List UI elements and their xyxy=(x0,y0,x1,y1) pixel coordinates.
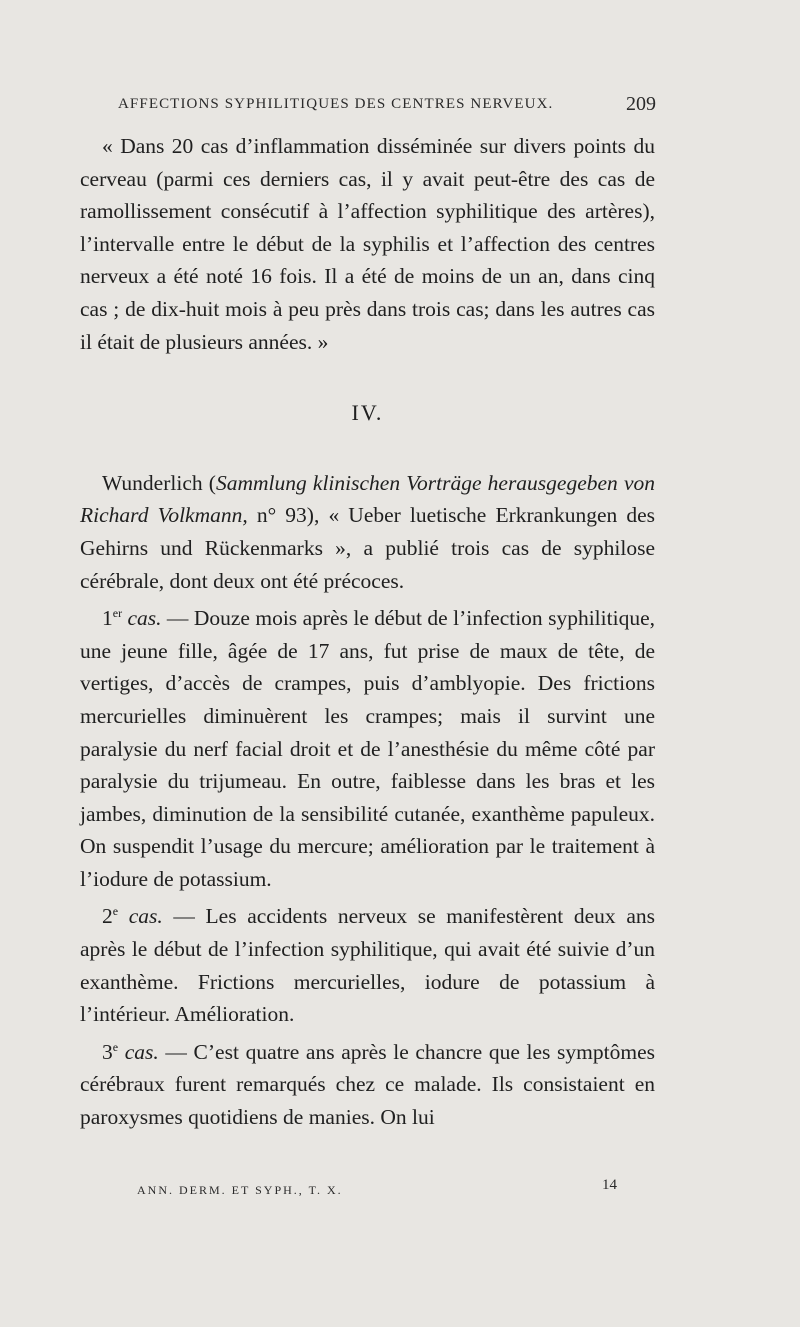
case-3-number: 3 xyxy=(102,1039,113,1064)
signature-mark: 14 xyxy=(602,1177,617,1193)
section-heading: IV. xyxy=(351,400,384,426)
journal-reference: ANN. DERM. ET SYPH., T. X. xyxy=(137,1183,343,1197)
case-3-sup: e xyxy=(112,1039,119,1054)
body-text xyxy=(80,130,655,1134)
reference-title: Sammlung klinischen Vorträge herausgegeben von Richard Volkmann, xyxy=(80,470,656,528)
case-3-paragraph xyxy=(80,1031,655,1134)
case-1-text: — Douze mois après le début de l’infection syphilitique, une jeune fille, âgée de 17 ans, fut prise de maux de tête, de vertiges, d’accès de crampes, puis d’amblyopie. Des frictions mercurielles diminuèrent les crampes; mais il survint une paralysie du nerf facial droit et de l’anesthésie du même côté par paralysie du trijumeau. En outre, faiblesse dans les bras et les jambes, diminution de la sensibilité cutanée, exanthème papuleux. On suspendit l’usage du mercure; amélioration par le traitement à l’iodure de potassium. xyxy=(80,606,655,891)
case-2-sup: e xyxy=(112,904,119,919)
running-head xyxy=(118,93,656,115)
case-2-label: cas. xyxy=(118,904,163,929)
case-1-paragraph xyxy=(80,597,655,895)
case-2-text: — Les accidents nerveux se manifestèrent deux ans après le début de l’infection syphilitique, qui avait été suivie d’un exanthème. Frictions mercurielles, iodure de potassium à l’intérieur. Amélioration. xyxy=(80,904,655,1027)
page-footer xyxy=(137,1177,617,1198)
case-1-number: 1 xyxy=(102,606,113,631)
page-number: 209 xyxy=(626,93,656,115)
intro-rest: « Ueber luetische Erkrankungen des Gehirns und Rückenmarks », a publié trois cas de syphilose cérébrale, dont deux ont été précoces. xyxy=(80,503,656,593)
running-title: AFFECTIONS SYPHILITIQUES DES CENTRES NERVEUX. xyxy=(118,96,554,112)
case-2-paragraph xyxy=(80,895,655,1030)
author-name: Wunderlich xyxy=(102,470,203,495)
ref-open: ( xyxy=(208,470,216,495)
case-3-label: cas. xyxy=(118,1039,159,1064)
reference-number: n° 93), xyxy=(247,503,329,528)
intro-paragraph xyxy=(80,467,655,597)
case-3-text: — C’est quatre ans après le chancre que les symptômes cérébraux furent remarqués chez ce malade. Ils consistaient en paroxysmes quotidiens de manies. On lui xyxy=(80,1039,656,1130)
case-1-label: cas. xyxy=(122,606,162,631)
case-2-number: 2 xyxy=(102,904,113,929)
quote-paragraph: « Dans 20 cas d’inflammation disséminée sur divers points du cerveau (parmi ces derniers cas, il y avait peut-être des cas de ramollissement consécutif à l’affection syphilitique des artères), l’intervalle entre le début de la syphilis et l’affection des centres nerveux a été noté 16 fois. Il a été de moins de un an, dans cinq cas ; de dix-huit mois à peu près dans trois cas; dans les autres cas il était de plusieurs années. » xyxy=(80,134,655,354)
case-1-sup: er xyxy=(112,606,123,621)
